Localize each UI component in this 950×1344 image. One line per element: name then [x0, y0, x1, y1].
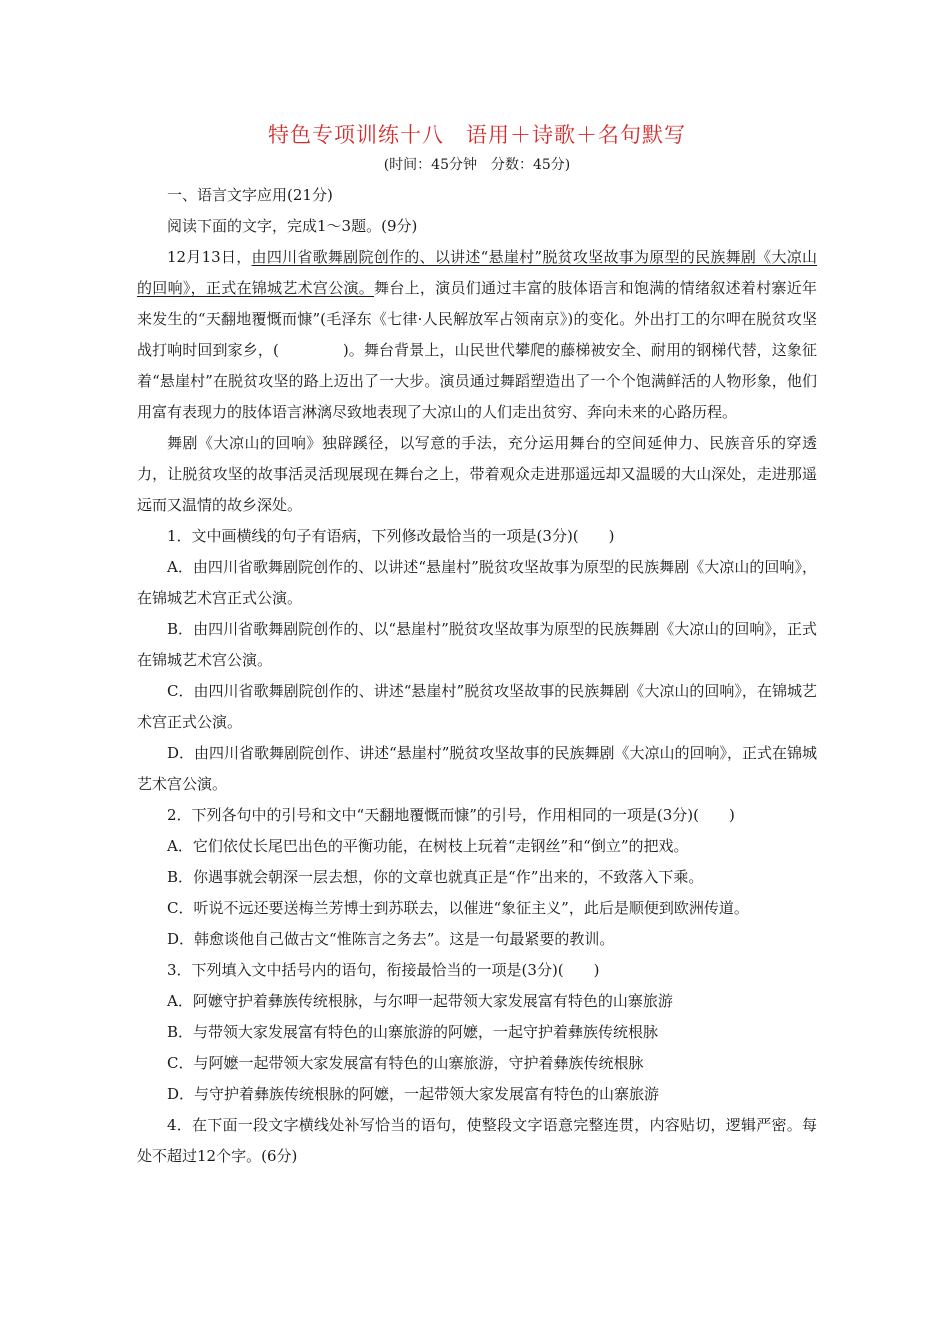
option-a: A．它们依仗长尾巴出色的平衡功能，在树枝上玩着“走钢丝”和“倒立”的把戏。 — [167, 837, 689, 855]
option-c: C．听说不远还要送梅兰芳博士到苏联去，以催进“象征主义”，此后是顺便到欧洲传道。 — [167, 899, 749, 917]
passage-paragraph-2: 舞剧《大凉山的回响》独辟蹊径，以写意的手法，充分运用舞台的空间延伸力、民族音乐的穿透力，让脱贫攻坚的故事活灵活现展现在舞台之上，带着观众走进那遥远却又温暖的大山深处，走进那遥远而又温情的故乡深处。 — [137, 434, 817, 514]
option-b: B．由四川省歌舞剧院创作的、以“悬崖村”脱贫攻坚故事为原型的民族舞剧《大凉山的回响》，正式在锦城艺术宫公演。 — [137, 620, 817, 669]
option-b: B．你遇事就会朝深一层去想，你的文章也就真正是“作”出来的，不致落入下乘。 — [167, 868, 704, 886]
option-a: A．阿嬷守护着彝族传统根脉，与尔呷一起带领大家发展富有特色的山寨旅游 — [167, 992, 673, 1010]
question-stem: 1．文中画横线的句子有语病，下列修改最恰当的一项是(3分)( ) — [167, 527, 615, 545]
question-2 — [137, 800, 817, 955]
question-stem: 4．在下面一段文字横线处补写恰当的语句，使整段文字语意完整连贯，内容贴切，逻辑严密。每处不超过12个字。(6分) — [137, 1116, 817, 1165]
option-d: D．由四川省歌舞剧院创作、讲述“悬崖村”脱贫攻坚故事的民族舞剧《大凉山的回响》，正式在锦城艺术宫公演。 — [137, 744, 817, 793]
passage-paragraph-1 — [137, 242, 817, 428]
question-1 — [137, 521, 817, 800]
question-stem: 3．下列填入文中括号内的语句，衔接最恰当的一项是(3分)( ) — [167, 961, 600, 979]
question-4 — [137, 1110, 817, 1172]
page-subtitle: (时间：45分钟 分数：45分) — [383, 157, 571, 173]
passage-text: 舞台上，演员们通过丰富的肢体语言和饱满的情绪叙述着村寨近年来发生的“天翻地覆慨而慷”(毛泽东《七律·人民解放军占领南京》)的变化。外出打工的尔呷在脱贫攻坚战打响时回到家乡，( — [137, 279, 817, 359]
section-heading: 一、语言文字应用(21分) — [167, 186, 333, 204]
option-d: D．与守护着彝族传统根脉的阿嬷，一起带领大家发展富有特色的山寨旅游 — [167, 1085, 660, 1103]
option-d: D．韩愈谈他自己做古文“惟陈言之务去”。这是一句最紧要的教训。 — [167, 930, 615, 948]
page-title: 特色专项训练十八 语用＋诗歌＋名句默写 — [268, 123, 686, 147]
option-a: A．由四川省歌舞剧院创作的、以讲述“悬崖村”脱贫攻坚故事为原型的民族舞剧《大凉山的回响》，在锦城艺术宫正式公演。 — [137, 558, 817, 607]
underlined-sentence: 由四川省歌舞剧院创作的、以讲述“悬崖村”脱贫攻坚故事为原型的民族舞剧《大凉山的回响》，正式在锦城艺术宫公演。 — [137, 248, 817, 297]
option-b: B．与带领大家发展富有特色的山寨旅游的阿嬷，一起守护着彝族传统根脉 — [167, 1023, 659, 1041]
document-page — [137, 118, 817, 1172]
option-c: C．与阿嬷一起带领大家发展富有特色的山寨旅游，守护着彝族传统根脉 — [167, 1054, 644, 1072]
passage-text-end: )。舞台背景上，山民世代攀爬的藤梯被安全、耐用的钢梯代替，这象征着“悬崖村”在脱贫攻坚的路上迈出了一大步。演员通过舞蹈塑造出了一个个饱满鲜活的人物形象，他们用富有表现力的肢体语言淋漓尽致地表现了大凉山的人们走出贫穷、奔向未来的心路历程。 — [137, 341, 818, 421]
question-3 — [137, 955, 817, 1110]
passage-date: 12月13日， — [167, 248, 252, 266]
question-stem: 2．下列各句中的引号和文中“天翻地覆慨而慷”的引号，作用相同的一项是(3分)( ) — [167, 806, 735, 824]
reading-instruction: 阅读下面的文字，完成1～3题。(9分) — [167, 217, 418, 235]
option-c: C．由四川省歌舞剧院创作的、讲述“悬崖村”脱贫攻坚故事的民族舞剧《大凉山的回响》，在锦城艺术宫正式公演。 — [137, 682, 817, 731]
